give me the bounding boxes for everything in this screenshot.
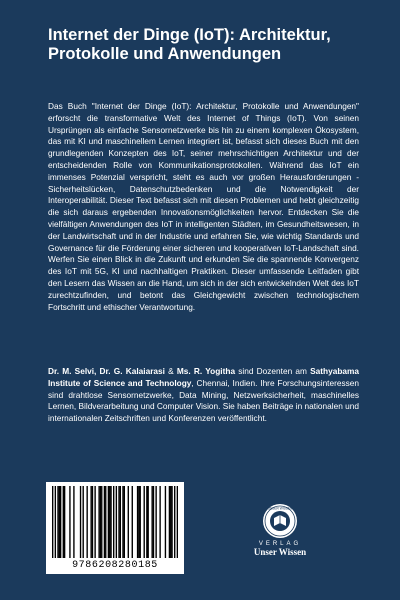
publisher-emblem-text: UNSER WISSEN (267, 506, 293, 511)
author-bio-text-2: , Chennai, Indien. Ihre Forschungsinteressen sind drahtlose Sensornetzwerke, Data Mining, Netzwerksicherheit, maschinelles Lernen, Bildverarbeitung und Computer Vision. Sie haben Beiträge in nationalen und internationalen Zeitschriften und Konferenzen veröffentlicht. (48, 377, 360, 424)
barcode-bar (60, 486, 61, 558)
barcode-bar (64, 486, 65, 558)
barcode-bar (124, 486, 125, 558)
author-bio-text-1: sind Dozenten am (235, 366, 311, 376)
barcode-bar (174, 486, 175, 558)
barcode-bar (170, 486, 171, 558)
barcode-bar (171, 486, 172, 558)
book-description: Das Buch "Internet der Dinge (IoT): Architektur, Protokolle und Anwendungen" erforscht die transformative Welt des Internet of Things (IoT). Von seinen Ursprüngen als einfache Sensornetzwerke bis hin zu einem komplexen Ökosystem, das mit KI und maschinellem Lernen integriert ist, befasst sich dieses Buch mit den grundlegenden Konzepten des IoT, seiner mehrschichtigen Architektur und der entscheidenden Rolle von Kommunikationsprotokollen. Während das IoT ein immenses Potenzial verspricht, steht es auch vor großen Herausforderungen - Sicherheitslücken, Datenschutzbedenken und die Notwendigkeit der Interoperabilität. Dieser Text befasst sich mit diesen Problemen und hebt gleichzeitig die sich daraus ergebenden Innovationsmöglichkeiten hervor. Entdecken Sie die vielfältigen Anwendungen des IoT in intelligenten Städten, im Gesundheitswesen, in der Landwirtschaft und in der Industrie und erfahren Sie, wie wichtig Standards und Governance für die Förderung einer sicheren und kooperativen IoT-Landschaft sind. Werfen Sie einen Blick in die Zukunft und erkunden Sie die spannende Konvergenz des IoT mit 5G, KI und nachhaltigen Praktiken. Dieser umfassende Leitfaden gibt den Lesern das Wissen an die Hand, um sich in der sich entwickelnden Welt des IoT zurechtzufinden, und betont das Gleichgewicht zwischen technologischem Fortschritt und ethischer Verantwortung. (48, 101, 359, 312)
barcode-bar (80, 486, 81, 558)
barcode-bar (59, 486, 60, 558)
isbn-barcode (46, 482, 184, 574)
barcode-bar (109, 486, 110, 558)
barcode-bar (120, 486, 121, 558)
isbn-number: 9786208280185 (72, 560, 158, 571)
barcode-bar (52, 486, 53, 558)
publisher-verlag-label: VERLAG (258, 541, 302, 547)
barcode-bar (132, 486, 133, 558)
barcode-bar (153, 486, 154, 558)
barcode-bar (101, 486, 102, 558)
publisher-logo (250, 503, 310, 573)
author-institution: Sathyabama Institute of Science and Technology (48, 366, 359, 388)
publisher-emblem-icon (262, 503, 298, 539)
barcode-bar (94, 486, 95, 558)
book-title: Internet der Dinge (IoT): Architektur, Protokolle und Anwendungen (48, 26, 331, 63)
barcode-bar (92, 486, 93, 558)
barcode-bars (52, 486, 178, 558)
barcode-bar (140, 486, 141, 558)
barcode-bar (69, 486, 70, 558)
barcode-bar (151, 486, 152, 558)
barcode-bar (86, 486, 87, 558)
barcode-bar (83, 486, 84, 558)
barcode-bar (147, 486, 148, 558)
barcode-bar (159, 486, 160, 558)
author-bio (48, 366, 359, 425)
barcode-bar (104, 486, 105, 558)
author-names-2: Ms. R. Yogitha (176, 366, 236, 376)
author-ampersand: & (164, 366, 177, 376)
barcode-bar (169, 486, 170, 558)
barcode-bar (57, 486, 58, 558)
barcode-bar (177, 486, 178, 558)
barcode-bar (113, 486, 114, 558)
barcode-bar (55, 486, 56, 558)
barcode-bar (144, 486, 145, 558)
barcode-bar (137, 486, 138, 558)
barcode-bar (63, 486, 64, 558)
barcode-bar (155, 486, 156, 558)
barcode-bar (128, 486, 129, 558)
barcode-bar (105, 486, 106, 558)
barcode-bar (90, 486, 91, 558)
barcode-bar (98, 486, 99, 558)
barcode-bar (138, 486, 139, 558)
barcode-bar (110, 486, 111, 558)
barcode-bar (100, 486, 101, 558)
barcode-bar (146, 486, 147, 558)
barcode-bar (122, 486, 123, 558)
barcode-bar (165, 486, 166, 558)
barcode-bar (116, 486, 117, 558)
publisher-name: Unser Wissen (253, 547, 307, 557)
barcode-bar (118, 486, 119, 558)
author-names-1: Dr. M. Selvi, Dr. G. Kalaiarasi (48, 366, 165, 376)
barcode-bar (108, 486, 109, 558)
barcode-bar (73, 486, 74, 558)
